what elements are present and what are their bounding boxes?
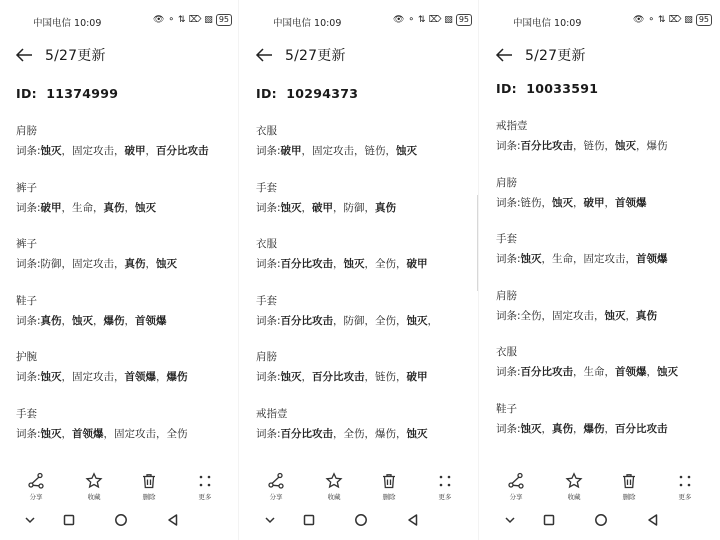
square-icon[interactable] xyxy=(300,511,318,529)
affix-segment: ， xyxy=(333,258,344,270)
star-icon xyxy=(85,472,103,490)
affix-segment: 破甲 xyxy=(312,201,334,214)
circle-icon[interactable] xyxy=(352,511,370,529)
affix-segment: 首领爆 xyxy=(615,366,647,378)
trash-button[interactable] xyxy=(129,472,169,501)
mute-icon: ⚬ xyxy=(647,15,656,25)
square-icon[interactable] xyxy=(540,511,558,529)
affix-segment: 蚀灭 xyxy=(40,371,62,383)
equipment-slot: 手套 xyxy=(256,294,277,307)
affix-segment: 百分比攻击 xyxy=(280,427,334,440)
affix-segment: 百分比攻击 xyxy=(615,422,668,435)
share-button[interactable] xyxy=(496,472,536,501)
screenshot-panel-3 xyxy=(480,0,718,540)
affix-segment: 真伤 xyxy=(636,309,658,322)
affix-line xyxy=(496,362,714,382)
affix-segment: 首领爆 xyxy=(615,196,647,209)
equipment-list xyxy=(256,122,474,461)
affix-segment: 蚀灭 xyxy=(657,366,679,378)
affix-line xyxy=(496,306,714,326)
affix-segment: ，固定攻击， xyxy=(61,145,125,157)
affix-segment: 蚀灭 xyxy=(615,140,637,152)
carrier-time: 中国电信 10:09 xyxy=(273,18,342,29)
system-nav-bar xyxy=(480,511,718,529)
equipment-slot: 肩膀 xyxy=(16,125,37,137)
more-icon xyxy=(676,472,694,490)
affix-line xyxy=(256,424,474,444)
affix-line xyxy=(16,254,234,274)
affix-segment: 词条: xyxy=(16,427,41,440)
affix-segment: ，固定攻击， xyxy=(61,371,125,383)
affix-segment: 破甲 xyxy=(40,201,62,214)
status-bar xyxy=(0,13,238,29)
affix-segment: 首领爆 xyxy=(135,314,167,327)
affix-line xyxy=(496,419,714,439)
equipment-item xyxy=(16,122,234,179)
affix-segment: ，生命， xyxy=(573,366,616,378)
affix-line xyxy=(16,424,234,444)
affix-segment: ， xyxy=(573,196,584,209)
system-nav-bar xyxy=(240,511,478,529)
affix-segment: ，固定攻击，链伤， xyxy=(301,145,397,157)
affix-segment: 蚀灭 xyxy=(552,196,574,209)
mute-icon: ⚬ xyxy=(407,15,416,25)
panel-divider xyxy=(238,0,239,540)
battery-icon: 95 xyxy=(456,14,472,26)
equipment-slot: 肩膀 xyxy=(496,289,517,302)
app-bar xyxy=(254,44,468,66)
share-icon xyxy=(27,472,45,490)
affix-segment: 蚀灭 xyxy=(40,427,62,440)
page-title: 5/27更新 xyxy=(285,48,346,64)
affix-segment: 词条: xyxy=(256,258,281,270)
trash-button[interactable] xyxy=(609,472,649,501)
affix-segment: ，防御，全伤， xyxy=(333,314,407,327)
affix-segment: 蚀灭 xyxy=(280,201,302,214)
equipment-item xyxy=(256,179,474,236)
equipment-item xyxy=(496,174,714,231)
more-button[interactable] xyxy=(185,472,225,501)
app-bar xyxy=(14,44,228,66)
equipment-slot: 衣服 xyxy=(256,238,277,250)
id-value: 10033591 xyxy=(526,81,599,96)
affix-segment: 词条:链伤， xyxy=(496,196,553,209)
equipment-item xyxy=(496,343,714,400)
equipment-item xyxy=(256,348,474,405)
affix-segment: ，全伤，爆伤， xyxy=(333,427,407,440)
affix-segment: 蚀灭 xyxy=(72,314,94,327)
affix-segment: 首领爆 xyxy=(72,427,104,440)
affix-segment: 词条: xyxy=(256,145,281,157)
affix-segment: 百分比攻击 xyxy=(520,366,574,378)
carrier-time: 中国电信 10:09 xyxy=(513,18,582,29)
equipment-slot: 手套 xyxy=(16,407,37,420)
equipment-item xyxy=(16,405,234,462)
affix-segment: 百分比攻击 xyxy=(312,371,365,383)
equipment-slot: 肩膀 xyxy=(496,176,517,189)
affix-line xyxy=(496,249,714,269)
equipment-item xyxy=(16,292,234,349)
more-icon xyxy=(196,472,214,490)
signal-icon: ▧ xyxy=(444,15,453,25)
affix-segment: ， xyxy=(646,366,658,378)
status-icons xyxy=(633,14,712,26)
affix-segment: 真伤 xyxy=(103,201,125,214)
chevron-down-icon[interactable] xyxy=(501,511,519,529)
star-button[interactable] xyxy=(554,472,594,501)
more-label: 更多 xyxy=(198,493,212,501)
affix-segment: 蚀灭 xyxy=(604,309,626,322)
affix-segment: ，全伤， xyxy=(364,258,407,270)
affix-segment: ，生命，固定攻击， xyxy=(541,253,637,265)
star-icon xyxy=(325,472,343,490)
affix-segment: ， xyxy=(145,258,157,270)
wifi-icon: ⌦ xyxy=(188,15,202,25)
affix-segment: 蚀灭 xyxy=(520,422,542,435)
equipment-slot: 戒指壹 xyxy=(256,407,288,420)
data-icon: ⇅ xyxy=(178,15,186,25)
equipment-list xyxy=(16,122,234,461)
affix-segment: ， xyxy=(93,314,104,327)
system-nav-bar xyxy=(0,511,238,529)
affix-segment: ， xyxy=(61,314,73,327)
share-button[interactable] xyxy=(256,472,296,501)
account-id xyxy=(496,81,598,96)
affix-segment: ， xyxy=(604,422,616,435)
chevron-down-icon[interactable] xyxy=(261,511,279,529)
affix-segment: 爆伤 xyxy=(103,314,125,327)
affix-segment: ， xyxy=(427,314,439,327)
id-value: 11374999 xyxy=(46,86,119,101)
share-label: 分享 xyxy=(509,493,523,501)
status-icons xyxy=(393,14,472,26)
affix-segment: 蚀灭 xyxy=(520,253,542,265)
star-button[interactable] xyxy=(74,472,114,501)
status-bar xyxy=(480,13,718,29)
affix-segment: 破甲 xyxy=(406,371,428,383)
back-arrow-icon[interactable] xyxy=(14,46,34,64)
affix-segment: ，生命， xyxy=(61,201,104,214)
account-id xyxy=(16,86,118,101)
affix-segment: 词条: xyxy=(496,140,521,152)
carrier-time: 中国电信 10:09 xyxy=(33,18,102,29)
equipment-slot: 肩膀 xyxy=(256,351,277,363)
affix-segment: 词条:防御，固定攻击， xyxy=(16,258,125,270)
screenshot-panel-2 xyxy=(240,0,478,540)
affix-segment: 蚀灭 xyxy=(396,145,418,157)
affix-segment: 百分比攻击 xyxy=(280,314,334,327)
id-label: ID: xyxy=(496,81,517,96)
eye-icon: 👁 xyxy=(153,15,165,25)
affix-segment: 破甲 xyxy=(280,145,302,157)
affix-segment: 蚀灭 xyxy=(280,371,302,383)
equipment-slot: 护腕 xyxy=(16,351,37,363)
share-icon xyxy=(267,472,285,490)
equipment-item xyxy=(256,292,474,349)
equipment-slot: 鞋子 xyxy=(496,402,517,415)
affix-segment: 词条: xyxy=(16,145,41,157)
affix-segment: 破甲 xyxy=(124,145,146,157)
equipment-slot: 裤子 xyxy=(16,238,37,250)
affix-segment: 词条: xyxy=(496,253,521,265)
affix-segment: ， xyxy=(61,427,73,440)
share-label: 分享 xyxy=(269,493,283,501)
more-label: 更多 xyxy=(678,493,692,501)
equipment-item xyxy=(496,230,714,287)
data-icon: ⇅ xyxy=(418,15,426,25)
affix-segment: ， xyxy=(301,201,313,214)
circle-icon[interactable] xyxy=(592,511,610,529)
page-title: 5/27更新 xyxy=(525,48,586,64)
equipment-item xyxy=(496,117,714,174)
equipment-slot: 衣服 xyxy=(256,125,277,137)
affix-segment: 蚀灭 xyxy=(406,314,428,327)
more-label: 更多 xyxy=(438,493,452,501)
affix-line xyxy=(496,193,714,213)
equipment-item xyxy=(16,235,234,292)
mute-icon: ⚬ xyxy=(167,15,176,25)
affix-segment: 破甲 xyxy=(583,196,605,209)
share-button[interactable] xyxy=(16,472,56,501)
affix-segment: ， xyxy=(604,196,616,209)
affix-segment: 词条: xyxy=(16,371,41,383)
trash-icon xyxy=(140,472,158,490)
affix-segment: ， xyxy=(145,145,157,157)
eye-icon: 👁 xyxy=(393,15,405,25)
circle-icon[interactable] xyxy=(112,511,130,529)
affix-segment: ，防御， xyxy=(333,201,376,214)
affix-segment: 首领爆 xyxy=(636,253,668,265)
more-button[interactable] xyxy=(665,472,705,501)
affix-segment: ， xyxy=(573,422,584,435)
panel-divider xyxy=(478,0,479,540)
back-arrow-icon[interactable] xyxy=(494,46,514,64)
affix-segment: ，固定攻击，全伤 xyxy=(103,427,188,440)
wifi-icon: ⌦ xyxy=(428,15,442,25)
bottom-toolbar xyxy=(240,472,478,502)
affix-segment: 蚀灭 xyxy=(156,258,178,270)
triangle-back-icon[interactable] xyxy=(404,511,422,529)
affix-line xyxy=(256,311,474,331)
affix-line xyxy=(16,367,234,387)
back-arrow-icon[interactable] xyxy=(254,46,274,64)
affix-segment: ， xyxy=(156,371,167,383)
bottom-toolbar xyxy=(0,472,238,502)
equipment-slot: 手套 xyxy=(256,181,277,194)
affix-segment: ，爆伤 xyxy=(636,140,668,152)
id-label: ID: xyxy=(256,86,277,101)
affix-segment: ， xyxy=(625,309,637,322)
equipment-slot: 衣服 xyxy=(496,346,517,358)
equipment-slot: 戒指壹 xyxy=(496,120,528,132)
affix-segment: ，链伤， xyxy=(573,140,616,152)
affix-segment: 蚀灭 xyxy=(343,258,365,270)
star-icon xyxy=(565,472,583,490)
affix-segment: 词条: xyxy=(496,366,521,378)
equipment-item xyxy=(256,235,474,292)
affix-segment: 爆伤 xyxy=(583,422,605,435)
id-label: ID: xyxy=(16,86,37,101)
share-icon xyxy=(507,472,525,490)
eye-icon: 👁 xyxy=(633,15,645,25)
trash-button[interactable] xyxy=(369,472,409,501)
affix-segment: 蚀灭 xyxy=(406,427,428,440)
affix-segment: 词条:全伤，固定攻击， xyxy=(496,309,605,322)
more-button[interactable] xyxy=(425,472,465,501)
bottom-toolbar xyxy=(480,472,718,502)
affix-segment: 真伤 xyxy=(375,201,397,214)
affix-line xyxy=(256,141,474,161)
equipment-item xyxy=(256,405,474,462)
scroll-indicator xyxy=(477,195,478,291)
affix-segment: ， xyxy=(124,314,136,327)
account-id xyxy=(256,86,358,101)
battery-icon: 95 xyxy=(216,14,232,26)
chevron-down-icon[interactable] xyxy=(21,511,39,529)
affix-segment: 词条: xyxy=(16,314,41,327)
battery-icon: 95 xyxy=(696,14,712,26)
triangle-back-icon[interactable] xyxy=(644,511,662,529)
id-value: 10294373 xyxy=(286,86,359,101)
affix-segment: 百分比攻击 xyxy=(520,140,574,152)
status-icons xyxy=(153,14,232,26)
equipment-slot: 裤子 xyxy=(16,181,37,194)
app-bar xyxy=(494,44,708,66)
trash-label: 删除 xyxy=(142,493,156,501)
trash-icon xyxy=(620,472,638,490)
equipment-slot: 手套 xyxy=(496,233,517,245)
affix-segment: 词条: xyxy=(256,314,281,327)
affix-line xyxy=(256,254,474,274)
affix-line xyxy=(16,141,234,161)
star-label: 收藏 xyxy=(327,493,341,501)
equipment-list xyxy=(496,117,714,456)
affix-segment: 真伤 xyxy=(124,258,146,270)
star-button[interactable] xyxy=(314,472,354,501)
affix-segment: 蚀灭 xyxy=(135,201,157,214)
affix-line xyxy=(16,198,234,218)
affix-segment: 蚀灭 xyxy=(40,145,62,157)
status-bar xyxy=(240,13,478,29)
affix-segment: 首领爆 xyxy=(124,371,157,383)
affix-line xyxy=(496,136,714,156)
affix-segment: ，链伤， xyxy=(364,371,407,383)
affix-segment: 百分比攻击 xyxy=(156,145,209,157)
affix-segment: 词条: xyxy=(256,201,281,214)
affix-segment: 破甲 xyxy=(406,258,428,270)
trash-icon xyxy=(380,472,398,490)
wifi-icon: ⌦ xyxy=(668,15,682,25)
affix-line xyxy=(256,367,474,387)
affix-line xyxy=(16,311,234,331)
affix-segment: 词条: xyxy=(256,371,281,383)
affix-segment: 爆伤 xyxy=(166,371,188,383)
affix-line xyxy=(256,198,474,218)
affix-segment: 词条: xyxy=(496,422,521,435)
affix-segment: ， xyxy=(124,201,136,214)
affix-segment: 词条: xyxy=(16,201,41,214)
equipment-item xyxy=(496,287,714,344)
star-label: 收藏 xyxy=(567,493,581,501)
signal-icon: ▧ xyxy=(204,15,213,25)
affix-segment: 词条: xyxy=(256,427,281,440)
affix-segment: ， xyxy=(301,371,313,383)
equipment-item xyxy=(16,179,234,236)
triangle-back-icon[interactable] xyxy=(164,511,182,529)
equipment-item xyxy=(16,348,234,405)
trash-label: 删除 xyxy=(382,493,396,501)
page-title: 5/27更新 xyxy=(45,48,106,64)
square-icon[interactable] xyxy=(60,511,78,529)
equipment-slot: 鞋子 xyxy=(16,294,37,307)
affix-segment: 真伤 xyxy=(552,422,574,435)
affix-segment: ， xyxy=(541,422,553,435)
screenshot-panel-1 xyxy=(0,0,238,540)
star-label: 收藏 xyxy=(87,493,101,501)
affix-segment: 百分比攻击 xyxy=(280,258,334,270)
affix-segment: 真伤 xyxy=(40,314,62,327)
more-icon xyxy=(436,472,454,490)
signal-icon: ▧ xyxy=(684,15,693,25)
equipment-item xyxy=(256,122,474,179)
data-icon: ⇅ xyxy=(658,15,666,25)
share-label: 分享 xyxy=(29,493,43,501)
equipment-item xyxy=(496,400,714,457)
trash-label: 删除 xyxy=(622,493,636,501)
